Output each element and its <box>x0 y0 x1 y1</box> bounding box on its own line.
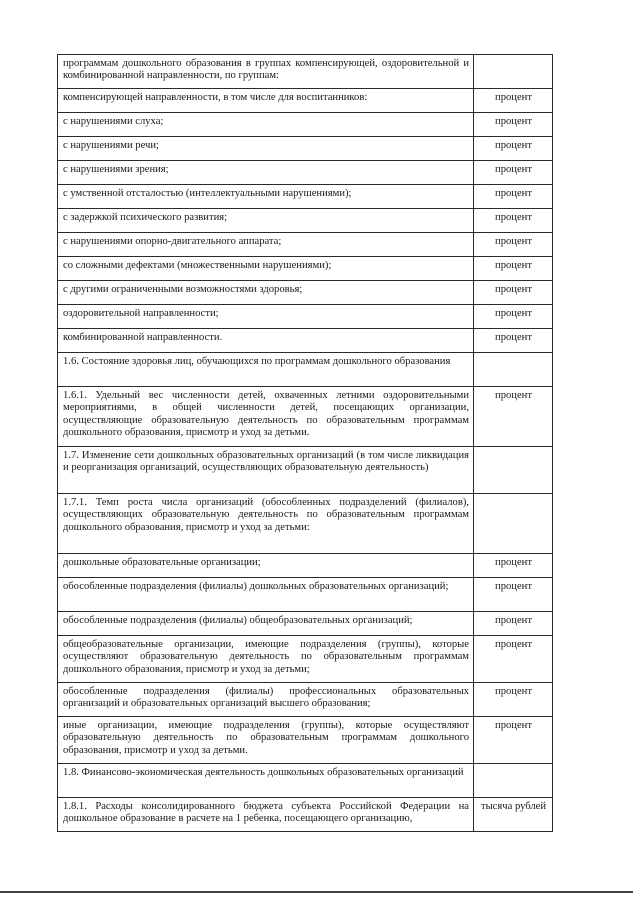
table-row <box>58 89 553 113</box>
indicator-text: обособленные подразделения (филиалы) общеобразовательных организаций; <box>58 612 474 636</box>
unit-cell: тысяча рублей <box>474 798 553 832</box>
unit-cell <box>474 447 553 494</box>
table-row <box>58 683 553 717</box>
indicator-text: комбинированной направленности. <box>58 329 474 353</box>
table-row <box>58 329 553 353</box>
section-heading: 1.6. Состояние здоровья лиц, обучающихся по программам дошкольного образования <box>58 353 474 387</box>
unit-cell: процент <box>474 161 553 185</box>
indicator-text: обособленные подразделения (филиалы) профессиональных образовательных организаций и образовательных организаций высшего образования; <box>58 683 474 717</box>
indicator-text: оздоровительной направленности; <box>58 305 474 329</box>
unit-cell: процент <box>474 717 553 764</box>
unit-cell: процент <box>474 554 553 578</box>
table-row <box>58 798 553 832</box>
section-heading: 1.8. Финансово-экономическая деятельность дошкольных образовательных организаций <box>58 764 474 798</box>
page-bottom-rule <box>0 891 633 893</box>
unit-cell: процент <box>474 113 553 137</box>
indicator-text: со сложными дефектами (множественными нарушениями); <box>58 257 474 281</box>
indicator-text: с нарушениями речи; <box>58 137 474 161</box>
indicator-text: иные организации, имеющие подразделения (группы), которые осуществляют образовательную деятельность по образовательным программам дошкольного образования, присмотр и уход за детьми. <box>58 717 474 764</box>
unit-cell: процент <box>474 137 553 161</box>
unit-cell: процент <box>474 612 553 636</box>
unit-cell: процент <box>474 89 553 113</box>
unit-cell: процент <box>474 636 553 683</box>
indicator-text: 1.6.1. Удельный вес численности детей, охваченных летними оздоровительными мероприятиями, в общей численности детей, посещающих организации, осуществляющие образовательную деятельность по образовательным программам дошкольного образования, присмотр и уход за детьми. <box>58 387 474 447</box>
table-row <box>58 281 553 305</box>
indicator-text: с нарушениями зрения; <box>58 161 474 185</box>
table-row <box>58 612 553 636</box>
unit-cell: процент <box>474 578 553 612</box>
document-page <box>57 54 547 832</box>
table-row <box>58 55 553 89</box>
table-row <box>58 137 553 161</box>
table-row <box>58 185 553 209</box>
unit-cell: процент <box>474 683 553 717</box>
indicator-table <box>57 54 553 832</box>
table-row <box>58 161 553 185</box>
table-row <box>58 113 553 137</box>
table-row <box>58 233 553 257</box>
indicator-text: общеобразовательные организации, имеющие подразделения (группы), которые осуществляют образовательную деятельность по образовательным программам дошкольного образования, присмотр и уход за детьми; <box>58 636 474 683</box>
table-row <box>58 209 553 233</box>
unit-cell: процент <box>474 281 553 305</box>
unit-cell <box>474 764 553 798</box>
indicator-text: обособленные подразделения (филиалы) дошкольных образовательных организаций; <box>58 578 474 612</box>
indicator-text: с нарушениями слуха; <box>58 113 474 137</box>
section-heading: 1.7. Изменение сети дошкольных образовательных организаций (в том числе ликвидация и реорганизация организаций, осуществляющих образовательную деятельность) <box>58 447 474 494</box>
table-row <box>58 447 553 494</box>
unit-cell: процент <box>474 387 553 447</box>
indicator-text: дошкольные образовательные организации; <box>58 554 474 578</box>
unit-cell: процент <box>474 257 553 281</box>
unit-cell: процент <box>474 209 553 233</box>
table-row <box>58 717 553 764</box>
table-row <box>58 578 553 612</box>
indicator-text: программам дошкольного образования в группах компенсирующей, оздоровительной и комбинированной направленности, по группам: <box>58 55 474 89</box>
table-row <box>58 387 553 447</box>
indicator-text: компенсирующей направленности, в том числе для воспитанников: <box>58 89 474 113</box>
table-row <box>58 554 553 578</box>
unit-cell <box>474 55 553 89</box>
unit-cell: процент <box>474 233 553 257</box>
unit-cell: процент <box>474 185 553 209</box>
table-row <box>58 353 553 387</box>
indicator-text: 1.7.1. Темп роста числа организаций (обособленных подразделений (филиалов), осуществляющих образовательную деятельность по образовательным программам дошкольного образования, присмотр и уход за детьми: <box>58 494 474 554</box>
unit-cell: процент <box>474 329 553 353</box>
indicator-text: с задержкой психического развития; <box>58 209 474 233</box>
unit-cell <box>474 353 553 387</box>
table-row <box>58 764 553 798</box>
indicator-text: с умственной отсталостью (интеллектуальными нарушениями); <box>58 185 474 209</box>
unit-cell: процент <box>474 305 553 329</box>
indicator-text: с нарушениями опорно-двигательного аппарата; <box>58 233 474 257</box>
indicator-text: с другими ограниченными возможностями здоровья; <box>58 281 474 305</box>
unit-cell <box>474 494 553 554</box>
table-row <box>58 636 553 683</box>
indicator-text: 1.8.1. Расходы консолидированного бюджета субъекта Российской Федерации на дошкольное образование в расчете на 1 ребенка, посещающего организацию, <box>58 798 474 832</box>
table-row <box>58 305 553 329</box>
table-row <box>58 494 553 554</box>
table-row <box>58 257 553 281</box>
